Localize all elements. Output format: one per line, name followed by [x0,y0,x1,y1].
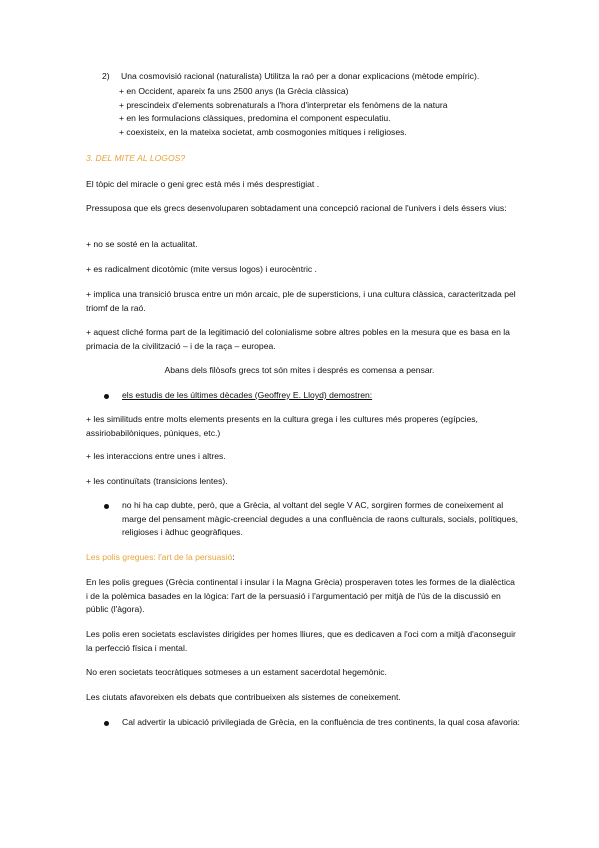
item-text: Una cosmovisió racional (naturalista) Utilitza la raó per a donar explicacions (mètode empíric). [121,71,480,81]
polis-title: Les polis gregues: l'art de la persuasió [86,552,233,562]
paragraph: Les polis eren societats esclavistes dirigides per homes lliures, que es dedicaven a l'oci com a mitjà d'aconseguir la perfecció física i mental. [86,629,516,653]
bullet-text: Cal advertir la ubicació privilegiada de Grècia, en la confluència de tres continents, la qual cosa afavoria: [122,717,520,727]
list-item: + prescindeix d'elements sobrenaturals a l'hora d'interpretar els fenòmens de la natura [119,99,448,110]
paragraph: + es radicalment dicotòmic (mite versus logos) i eurocèntric . [86,264,317,274]
bullet-icon [104,504,109,509]
centered-statement: Abans dels filòsofs grecs tot són mites i després es comensa a pensar. [164,365,435,375]
bullet-icon [104,394,109,399]
paragraph: No eren societats teocràtiques sotmeses a un estament sacerdotal hegemònic. [86,667,387,677]
paragraph: + les interaccions entre unes i altres. [86,451,226,461]
paragraph: + les similituds entre molts elements presents en la cultura grega i les cultures més properes (egípcies, assiriobabilòniques, púniques, etc.) [86,414,478,438]
list-item: + coexisteix, en la mateixa societat, amb cosmogonies mítiques i religioses. [119,126,407,137]
section-heading: 3. DEL MITE AL LOGOS? [86,153,186,163]
item-number: 2) [102,71,110,81]
paragraph: + aquest cliché forma part de la legitimació del colonialisme sobre altres pobles en la mesura que es basa en la primacia de la civilització – i de la raça – europea. [86,327,510,351]
item-2-sublist [119,85,519,139]
section-heading [86,551,516,565]
bullet-text: no hi ha cap dubte, però, que a Grècia, al voltant del segle V AC, sorgiren formes de coneixement al marge del pensament màgic-creencial degudes a una confluència de raons culturals, socials, polítiques, religioses i àdhuc geogràfiques. [122,500,519,537]
list-item: + en Occident, apareix fa uns 2500 anys (la Grècia clàssica) [119,86,349,96]
paragraph: + les continuïtats (transicions lentes). [86,476,228,486]
bullet-icon [104,721,109,726]
paragraph: En les polis gregues (Grècia continental i insular i la Magna Grècia) prosperaven totes les formes de la dialèctica i de la polèmica basades en la lògica: l'art de la persuasió i l'argumentació per mitjà de l'ús de la discussió en públic (l'àgora). [86,577,515,614]
list-item: + en les formulacions clàssiques, predomina el component especulatiu. [119,113,391,123]
paragraph: Pressuposa que els grecs desenvoluparen sobtadament una concepció racional de l'univers i dels éssers vius: [86,203,507,213]
paragraph: El tòpic del miracle o geni grec està més i més desprestigiat . [86,179,320,189]
bullet-text: els estudis de les últimes dècades (Geoffrey E. Lloyd) demostren: [122,390,373,400]
paragraph: + implica una transició brusca entre un món arcaic, ple de supersticions, i una cultura clàssica, caracteritzada pel triomf de la raó. [86,289,516,313]
polis-title-colon: : [232,552,235,562]
paragraph: Les ciutats afavoreixen els debats que contribueixen als sistemes de coneixement. [86,692,401,702]
paragraph: + no se sosté en la actualitat. [86,239,198,249]
